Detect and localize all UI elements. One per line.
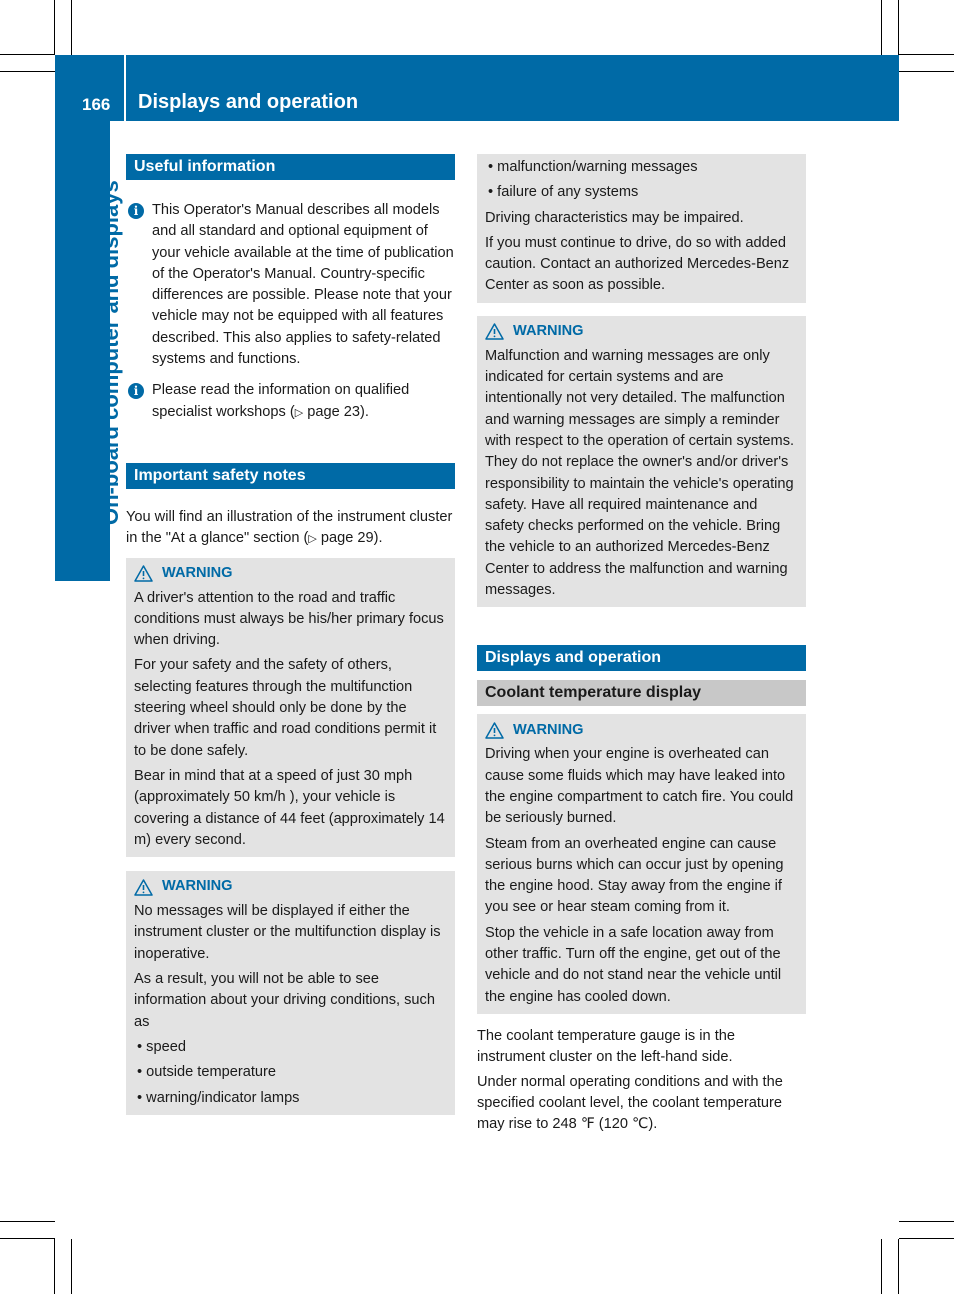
section-heading-useful-information: Useful information — [126, 154, 455, 180]
crop-mark — [898, 1239, 899, 1294]
crop-mark — [71, 1239, 72, 1294]
continued-warning-box — [477, 154, 806, 303]
body-paragraph: The coolant temperature gauge is in the instrument cluster on the left-hand side. — [477, 1027, 735, 1066]
section-heading-displays-and-operation: Displays and operation — [477, 645, 806, 671]
crop-mark — [54, 0, 55, 55]
warning-box — [477, 714, 806, 1014]
warning-text: Steam from an overheated engine can cause serious burns which can occur just by opening the engine hood. Stay away from the engine if you see or hear steam coming from it. — [485, 835, 784, 916]
crop-mark — [71, 0, 72, 55]
crop-mark — [0, 1238, 55, 1239]
crop-mark — [898, 0, 899, 55]
crop-mark — [0, 71, 55, 72]
warning-text: As a result, you will not be able to see information about your driving conditions, such as — [134, 971, 435, 1030]
crop-mark — [899, 1221, 954, 1222]
warning-text: No messages will be displayed if either the instrument cluster or the multifunction display is inoperative. — [134, 903, 441, 962]
warning-text: A driver's attention to the road and traffic conditions must always be his/her primary focus when driving. — [134, 589, 444, 649]
info-note-text: This Operator's Manual describes all models and all standard and optional equipment of your vehicle available at the time of publication of the Operator's Manual. Country-specific differences are possible. Please note that your vehicle may not be equipped with all features described. This also applies to safety-related systems and functions. — [152, 202, 454, 368]
warning-box — [126, 558, 455, 858]
right-column — [477, 154, 806, 1135]
warning-header — [485, 718, 798, 742]
chapter-title: On-board computer and displays — [98, 180, 123, 525]
info-icon: i — [128, 383, 144, 399]
list-item: • malfunction/warning messages — [485, 157, 798, 178]
page-ref-arrow-icon: ▷ — [294, 406, 304, 419]
warning-label: WARNING — [513, 323, 584, 340]
warning-text: Bear in mind that at a speed of just 30 mph (approximately 50 km/h ), your vehicle is covering a distance of 44 feet (approximately 14 m) every second. — [134, 767, 445, 848]
section-heading-important-safety-notes: Important safety notes — [126, 463, 455, 489]
warning-text: Driving when your engine is overheated can cause some fluids which may have leaked into the engine compartment to catch fire. You could be seriously burned. — [485, 746, 794, 827]
warning-header — [485, 320, 798, 344]
info-note — [126, 200, 456, 370]
warning-header — [134, 562, 447, 586]
body-paragraph: Under normal operating conditions and with the specified coolant level, the coolant temperature may rise to 248 ℉ (120 ℃). — [477, 1073, 783, 1133]
warning-box — [126, 871, 455, 1115]
crop-mark — [899, 54, 954, 55]
list-item: • warning/indicator lamps — [134, 1088, 447, 1109]
page-number: 166 — [82, 95, 111, 114]
info-note — [126, 380, 455, 424]
warning-text: Driving characteristics may be impaired. — [485, 209, 744, 226]
warning-text: Malfunction and warning messages are only indicated for certain systems and are intentionally not very detailed. The malfunction and warning messages are simply a reminder with respect to the operation of certain systems. They do not replace the owner's and/or driver's responsibility to maintain the vehicle's operating safety. Have all required maintenance and safety checks performed on the vehicle. Bring the vehicle to an authorized Mercedes-Benz Center to address the malfunction and warning messages. — [485, 347, 795, 599]
crop-mark — [54, 1239, 55, 1294]
warning-label: WARNING — [162, 564, 233, 581]
warning-label: WARNING — [513, 721, 584, 738]
info-icon: i — [128, 203, 144, 219]
header-divider — [124, 55, 126, 121]
page-title: Displays and operation — [138, 91, 359, 113]
left-column — [126, 154, 455, 1115]
warning-triangle-icon — [485, 722, 504, 739]
crop-mark — [881, 1239, 882, 1294]
crop-mark — [881, 0, 882, 55]
warning-box — [477, 316, 806, 608]
warning-text: For your safety and the safety of others, selecting features through the multifunction steering wheel should only be done by the driver when traffic and road conditions permit it to be done safely. — [134, 657, 437, 759]
warning-header — [134, 875, 447, 899]
crop-mark — [0, 54, 55, 55]
list-item: • speed — [134, 1037, 447, 1058]
subsection-heading-coolant-temperature-display: Coolant temperature display — [477, 680, 806, 706]
warning-text: Stop the vehicle in a safe location away from other traffic. Turn off the engine, get out of the vehicle and do not stand near the vehicle until the engine has cooled down. — [485, 924, 782, 1005]
warning-text: If you must continue to drive, do so with added caution. Contact an authorized Mercedes-Benz Center as soon as possible. — [485, 234, 790, 294]
crop-mark — [0, 1221, 55, 1222]
crop-mark — [899, 1238, 954, 1239]
warning-triangle-icon — [134, 565, 153, 582]
list-item: • outside temperature — [134, 1062, 447, 1083]
warning-triangle-icon — [485, 323, 504, 340]
crop-mark — [899, 71, 954, 72]
warning-label: WARNING — [162, 878, 233, 895]
page-ref-arrow-icon: ▷ — [308, 533, 317, 546]
info-note-text: Please read the information on qualified specialist workshops (▷ page 23). — [152, 382, 410, 420]
safety-intro: You will find an illustration of the instrument cluster in the "At a glance" section (▷ page 29). — [126, 508, 453, 547]
warning-triangle-icon — [134, 879, 153, 896]
list-item: • failure of any systems — [485, 182, 798, 203]
